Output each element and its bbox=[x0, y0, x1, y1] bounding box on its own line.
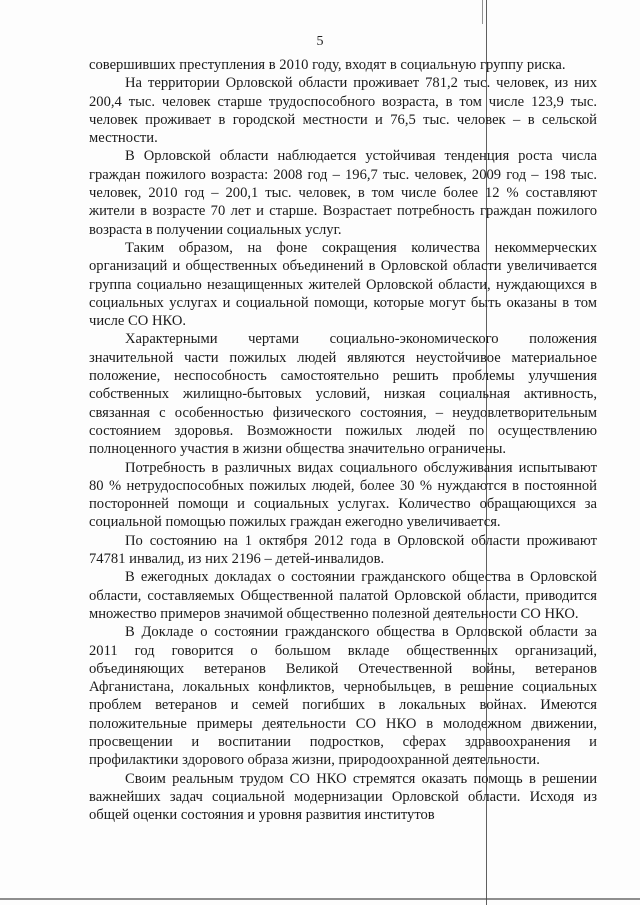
paragraph: Своим реальным трудом СО НКО стремятся оказать помощь в решении важнейших задач социальной модернизации Орловской области. Исходя из общей оценки состояния и уровня развития институтов bbox=[89, 770, 597, 824]
paragraph: В Орловской области наблюдается устойчивая тенденция роста числа граждан пожилого возраста: 2008 год – 196,7 тыс. человек, 2009 год – 198 тыс. человек, 2010 год – 200,1 тыс. человек, в том числе более 12 % составляют жители в возрасте 70 лет и старше. Возрастает потребность граждан пожилого возраста в получении социальных услуг. bbox=[89, 148, 597, 238]
paragraph: По состоянию на 1 октября 2012 года в Орловской области проживают 74781 инвалид, из них 2196 – детей-инвалидов. bbox=[89, 532, 597, 568]
paragraph: В Докладе о состоянии гражданского общества в Орловской области за 2011 год говорится о большом вкладе общественных организаций, объединяющих ветеранов Великой Отечественной войны, ветеранов Афганистана, локальных конфликтов, чернобыльцев, в решение социальных проблем ветеранов и семей погибших в локальных войнах. Имеются положительные примеры деятельности СО НКО в молодежном движении, просвещении и воспитании подростков, сферах здравоохранения и профилактики здорового образа жизни, природоохранной деятельности. bbox=[89, 624, 597, 769]
paragraph: Характерными чертами социально-экономического положения значительной части пожилых людей являются неустойчивое материальное положение, неспособность самостоятельно решить проблемы улучшения собственных жилищно-бытовых условий, низкая социальная активность, связанная с особенностью физического состояния, – неудовлетворительным состоянием здоровья. Возможности пожилых людей по осуществлению полноценного участия в жизни общества значительно ограничены. bbox=[89, 331, 597, 458]
paragraph: На территории Орловской области проживает 781,2 тыс. человек, из них 200,4 тыс. человек старше трудоспособного возраста, в том числе 123,9 тыс. человек проживает в городской местности и 76,5 тыс. человек – в сельской местности. bbox=[89, 75, 597, 147]
paragraph: В ежегодных докладах о состоянии гражданского общества в Орловской области, составляемых Общественной палатой Орловской области, приводится множество примеров значимой общественно полезной деятельности СО НКО. bbox=[89, 569, 597, 622]
bottom-scan-edge bbox=[0, 898, 640, 900]
paragraph: совершивших преступления в 2010 году, входят в социальную группу риска. bbox=[89, 57, 566, 73]
document-body bbox=[89, 56, 597, 824]
paragraph: Таким образом, на фоне сокращения количества некоммерческих организаций и общественных объединений в Орловской области увеличивается группа социально незащищенных жителей Орловской области, нуждающихся в социальных услугах и социальной помощи, которые могут быть оказаны в том числе СО НКО. bbox=[89, 239, 597, 330]
scan-artifact-line-top bbox=[482, 0, 483, 24]
page-number: 5 bbox=[316, 34, 324, 49]
paragraph: Потребность в различных видах социального обслуживания испытывают 80 % нетрудоспособных пожилых людей, более 30 % нуждаются в постоянной посторонней помощи и социальных услугах. Количество обращающихся за социальной помощью пожилых граждан ежегодно увеличивается. bbox=[89, 459, 597, 531]
